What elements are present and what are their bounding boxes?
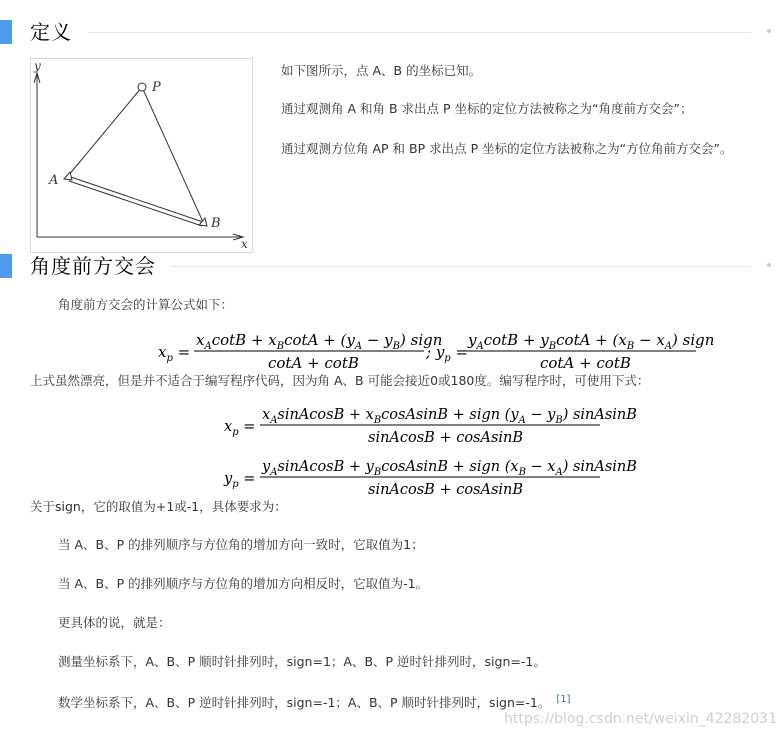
section-dot — [767, 263, 771, 267]
formula-yp-svg — [222, 452, 637, 500]
label-x: x — [241, 237, 248, 251]
section-header-definition — [0, 18, 775, 46]
svg-text:yAsinAcosB + yBcosAsinB + sign: $y_AsinAcosB$ + $y_BcosAsinB$ + sign $(x_B - x_A)$ sinAsinB — [262, 459, 637, 478]
more-text: 更具体的说，就是： — [58, 615, 171, 630]
edge-bp — [142, 87, 203, 222]
svg-text:cotA + cotB: cotA + cotB — [540, 354, 631, 372]
svg-text:; yp =: ; $y_p$ = — [426, 343, 469, 364]
formula-cot-svg — [156, 326, 716, 374]
svg-text:yp =: $y_p$ = — [224, 471, 256, 490]
svg-text:xAcotB + xBcotA + (yA − yB) si: $x_A\cot B + x_B\cot A + (y_A - y_B)$ sign — [196, 331, 443, 352]
rule-1-text: 当 A、B、P 的排列顺序与方位角的增加方向一致时，它取值为1； — [58, 537, 424, 552]
point-a — [64, 172, 72, 180]
formula-yp-sin — [222, 452, 637, 504]
sign-intro-text: 关于sign，它的取值为+1或-1，具体要求为： — [30, 499, 287, 514]
intersection-figure — [30, 58, 253, 253]
svg-text:sinAcosB + cosAsinB: sinAcosB + cosAsinB — [368, 430, 524, 446]
svg-text:yAcotB + yBcotA + (xB − xA) si: $y_A\cot B + y_B\cot A + (x_B - x_A)$ sign — [468, 331, 715, 352]
watermark: https://blog.csdn.net/weixin_42282031 — [503, 711, 777, 727]
section-divider — [170, 266, 751, 267]
edge-ap — [68, 87, 142, 176]
rule-2-text: 当 A、B、P 的排列顺序与方位角的增加方向相反时，它取值为-1。 — [58, 576, 429, 591]
section-title-angle-intersection: 角度前方交会 — [30, 254, 156, 278]
edge-ab — [68, 176, 203, 222]
intersection-diagram — [31, 59, 252, 252]
label-b: B — [211, 216, 221, 231]
point-b — [199, 218, 207, 226]
section-header-angle-intersection — [0, 252, 775, 280]
section-marker — [0, 254, 12, 278]
svg-text:sinAcosB + cosAsinB: sinAcosB + cosAsinB — [368, 482, 524, 498]
survey-coord-text: 测量坐标系下，A、B、P 顺时针排列时，sign=1；A、B、P 逆时针排列时，sign=-1。 — [58, 654, 546, 669]
math-coord-line — [58, 691, 571, 712]
math-coord-text: 数学坐标系下，A、B、P 逆时针排列时，sign=-1；A、B、P 顺时针排列时，sign=-1。 — [58, 695, 551, 711]
footnote-link[interactable]: [1] — [556, 694, 571, 705]
definition-line-3: 通过观测方位角 AP 和 BP 求出点 P 坐标的定位方法被称之为“方位角前方交会”。 — [281, 141, 733, 156]
definition-line-1: 如下图所示，点 A、B 的坐标已知。 — [281, 63, 482, 78]
formula-xp-svg — [222, 400, 637, 448]
svg-text:xp =: $x_p$ = — [158, 343, 191, 364]
edge-ab-offset — [69, 181, 202, 226]
label-p: P — [152, 80, 161, 95]
svg-text:xp =: $x_p$ = — [224, 419, 256, 438]
svg-text:xAsinAcosB + xBcosAsinB + sign: $x_AsinAcosB$ + $x_BcosAsinB$ + sign $(y_A - y_B)$ sinAsinB — [262, 407, 637, 426]
intro-text: 角度前方交会的计算公式如下： — [58, 297, 234, 312]
formula-cot — [156, 326, 716, 378]
note-text: 上式虽然漂亮，但是并不适合于编写程序代码，因为角 A、B 可能会接近0或180度。编写程序时，可使用下式： — [30, 373, 650, 388]
label-y: y — [34, 59, 41, 73]
label-a: A — [49, 173, 59, 188]
point-p — [138, 83, 146, 91]
section-marker — [0, 20, 12, 44]
formula-xp-sin — [222, 400, 637, 452]
definition-line-2: 通过观测角 A 和角 B 求出点 P 坐标的定位方法被称之为“角度前方交会”； — [281, 101, 693, 116]
section-title-definition: 定义 — [30, 20, 72, 44]
section-divider — [88, 32, 751, 33]
svg-text:cotA + cotB: cotA + cotB — [268, 354, 359, 372]
section-dot — [767, 29, 771, 33]
